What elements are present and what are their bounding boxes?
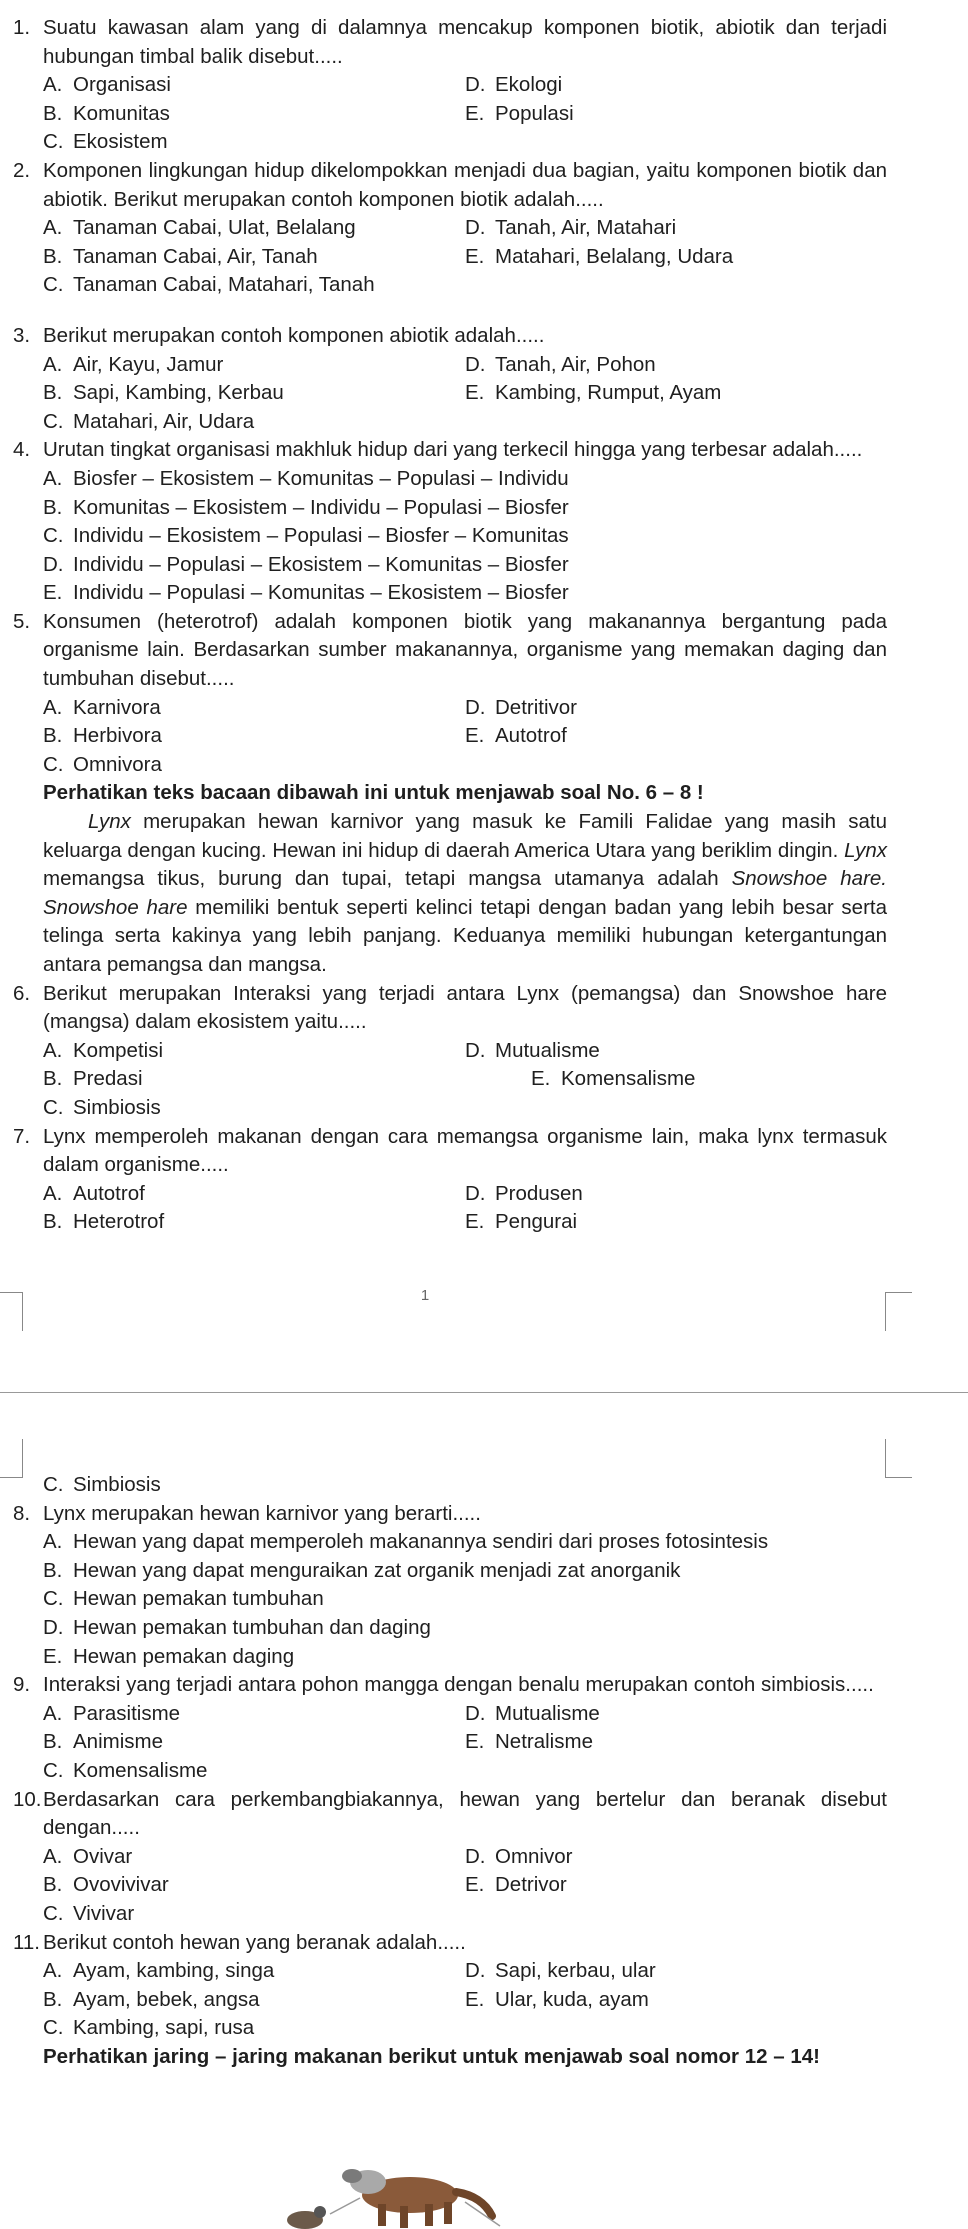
- question-number: 11.: [13, 1930, 40, 1954]
- question-7: [13, 1123, 887, 1180]
- food-web-figure: [260, 2140, 560, 2229]
- options-q3: [13, 351, 887, 437]
- reading-passage: Lynx merupakan hewan karnivor yang masuk ke Famili Falidae yang masih satu keluarga dengan kucing. Hewan ini hidup di daerah America Utara yang beriklim dingin. Lynx memangsa tikus, burung dan tupai, tetapi mangsa utamanya adalah Snowshoe hare. Snowshoe hare memiliki bentuk seperti kelinci tetapi dengan badan yang lebih besar serta telinga serta kakinya yang lebih panjang. Keduanya memiliki hubungan ketergantungan antara pemangsa dan mangsa.: [43, 810, 887, 976]
- question-number: 8.: [13, 1501, 31, 1525]
- option-e[interactable]: E. Netralisme: [465, 1730, 593, 1754]
- option-b[interactable]: B. Komunitas – Ekosistem – Individu – Populasi – Biosfer: [43, 495, 569, 519]
- option-e[interactable]: E. Detrivor: [465, 1873, 567, 1897]
- option-b[interactable]: B. Heterotrof: [43, 1210, 165, 1234]
- food-web-arrow: [330, 2198, 360, 2214]
- question-10: [13, 1786, 887, 1843]
- options-q10: [13, 1843, 887, 1929]
- option-b[interactable]: B. Hewan yang dapat menguraikan zat organik menjadi zat anorganik: [43, 1558, 681, 1582]
- page-1-content: [13, 14, 887, 1237]
- question-number: 5.: [13, 609, 31, 633]
- page-number: 1: [420, 1287, 430, 1304]
- option-d[interactable]: D. Omnivor: [465, 1844, 573, 1868]
- option-c[interactable]: C. Simbiosis: [43, 1095, 161, 1119]
- page-2: [0, 1390, 968, 2229]
- spacer: [13, 300, 887, 322]
- option-e[interactable]: E. Matahari, Belalang, Udara: [465, 244, 734, 268]
- crop-mark: [885, 1292, 912, 1331]
- option-c[interactable]: C. Matahari, Air, Udara: [43, 409, 255, 433]
- option-b[interactable]: B. Tanaman Cabai, Air, Tanah: [43, 244, 318, 268]
- question-number: 10.: [13, 1787, 42, 1811]
- option-c[interactable]: C. Hewan pemakan tumbuhan: [43, 1587, 324, 1611]
- option-a[interactable]: A. Karnivora: [43, 695, 161, 719]
- option-c[interactable]: C. Kambing, sapi, rusa: [43, 2016, 255, 2040]
- option-d[interactable]: D. Mutualisme: [465, 1701, 600, 1725]
- options-q6: [13, 1037, 887, 1123]
- question-1: [13, 14, 887, 71]
- option-a[interactable]: A. Organisasi: [43, 73, 171, 97]
- option-d[interactable]: D. Hewan pemakan tumbuhan dan daging: [43, 1615, 431, 1639]
- option-c[interactable]: C. Tanaman Cabai, Matahari, Tanah: [43, 273, 375, 297]
- option-c[interactable]: C. Komensalisme: [43, 1758, 208, 1782]
- option-a[interactable]: A. Biosfer – Ekosistem – Komunitas – Populasi – Individu: [43, 466, 569, 490]
- option-d[interactable]: D. Individu – Populasi – Ekosistem – Komunitas – Biosfer: [43, 552, 569, 576]
- question-number: 3.: [13, 323, 31, 347]
- options-q5: [13, 694, 887, 780]
- question-number: 6.: [13, 981, 31, 1005]
- question-text: Berikut contoh hewan yang beranak adalah.....: [43, 1930, 466, 1954]
- page-2-content: [13, 1471, 887, 2071]
- option-b[interactable]: B. Herbivora: [43, 724, 162, 748]
- option-c[interactable]: C. Vivivar: [43, 1901, 135, 1925]
- option-d[interactable]: D. Ekologi: [465, 73, 563, 97]
- question-4: [13, 436, 887, 465]
- option-d[interactable]: D. Produsen: [465, 1181, 583, 1205]
- question-number: 7.: [13, 1124, 31, 1148]
- option-e[interactable]: E. Komensalisme: [531, 1067, 696, 1091]
- option-a[interactable]: A. Air, Kayu, Jamur: [43, 352, 224, 376]
- options-q11: [13, 1957, 887, 2043]
- bird-icon: [287, 2206, 326, 2229]
- option-b[interactable]: B. Ayam, bebek, angsa: [43, 1987, 260, 2011]
- option-a[interactable]: A. Ovivar: [43, 1844, 133, 1868]
- option-a[interactable]: A. Ayam, kambing, singa: [43, 1959, 275, 1983]
- option-a[interactable]: A. Parasitisme: [43, 1701, 181, 1725]
- option-e[interactable]: E. Ular, kuda, ayam: [465, 1987, 649, 2011]
- question-text: Berikut merupakan Interaksi yang terjadi antara Lynx (pemangsa) dan Snowshoe hare (mangsa) dalam ekosistem yaitu.....: [43, 981, 887, 1034]
- option-e[interactable]: E. Autotrof: [465, 724, 567, 748]
- option-a[interactable]: A. Tanaman Cabai, Ulat, Belalang: [43, 216, 356, 240]
- options-q9: [13, 1700, 887, 1786]
- options-q1: [13, 71, 887, 157]
- question-number: 1.: [13, 16, 31, 39]
- question-number: 4.: [13, 438, 31, 462]
- question-2: [13, 157, 887, 214]
- option-d[interactable]: D. Detritivor: [465, 695, 578, 719]
- option-b[interactable]: B. Ovovivivar: [43, 1873, 169, 1897]
- question-text: Konsumen (heterotrof) adalah komponen biotik yang makanannya bergantung pada organisme lain. Berdasarkan sumber makanannya, organisme yang memakan daging dan tumbuhan disebut.....: [43, 609, 887, 691]
- question-8: [13, 1500, 887, 1529]
- question-text: Urutan tingkat organisasi makhluk hidup dari yang terkecil hingga yang terbesar adalah.....: [43, 438, 863, 462]
- question-text: Lynx merupakan hewan karnivor yang berarti.....: [43, 1501, 481, 1525]
- option-a[interactable]: A. Kompetisi: [43, 1038, 164, 1062]
- option-e[interactable]: E. Pengurai: [465, 1210, 578, 1234]
- option-e[interactable]: E. Individu – Populasi – Komunitas – Ekosistem – Biosfer: [43, 581, 569, 605]
- option-c[interactable]: C. Omnivora: [43, 752, 162, 776]
- question-text: Suatu kawasan alam yang di dalamnya mencakup komponen biotik, abiotik dan terjadi hubungan timbal balik disebut.....: [43, 16, 887, 68]
- option-e[interactable]: E. Hewan pemakan daging: [43, 1644, 295, 1668]
- option-d[interactable]: D. Mutualisme: [465, 1038, 600, 1062]
- question-number: 9.: [13, 1673, 31, 1697]
- reading-instruction: Perhatikan teks bacaan dibawah ini untuk menjawab soal No. 6 – 8 !: [43, 781, 704, 805]
- option-c-carryover[interactable]: C. Simbiosis: [43, 1473, 161, 1496]
- option-c[interactable]: C. Ekosistem: [43, 130, 168, 154]
- option-d[interactable]: D. Tanah, Air, Matahari: [465, 216, 677, 240]
- option-b[interactable]: B. Komunitas: [43, 101, 170, 125]
- question-text: Berikut merupakan contoh komponen abiotik adalah.....: [43, 323, 545, 347]
- question-number: 2.: [13, 158, 31, 182]
- question-11: [13, 1929, 887, 1958]
- option-e[interactable]: E. Kambing, Rumput, Ayam: [465, 381, 722, 405]
- crop-mark: [0, 1292, 23, 1331]
- option-e[interactable]: E. Populasi: [465, 101, 574, 125]
- question-6: [13, 980, 887, 1037]
- question-text: Lynx memperoleh makanan dengan cara memangsa organisme lain, maka lynx termasuk dalam organisme.....: [43, 1124, 887, 1177]
- option-b[interactable]: B. Predasi: [43, 1067, 143, 1091]
- option-c[interactable]: C. Individu – Ekosistem – Populasi – Biosfer – Komunitas: [43, 524, 569, 548]
- question-3: [13, 322, 887, 351]
- question-9: [13, 1671, 887, 1700]
- option-d[interactable]: D. Tanah, Air, Pohon: [465, 352, 656, 376]
- option-b[interactable]: B. Animisme: [43, 1730, 163, 1754]
- option-d[interactable]: D. Sapi, kerbau, ular: [465, 1959, 656, 1983]
- question-text: Berdasarkan cara perkembangbiakannya, hewan yang bertelur dan beranak disebut dengan.....: [43, 1787, 887, 1840]
- question-5: [13, 608, 887, 694]
- option-a[interactable]: A. Autotrof: [43, 1181, 145, 1205]
- weasel-icon: [342, 2169, 492, 2228]
- food-web-instruction: Perhatikan jaring – jaring makanan berikut untuk menjawab soal nomor 12 – 14!: [43, 2044, 820, 2068]
- option-b[interactable]: B. Sapi, Kambing, Kerbau: [43, 381, 284, 405]
- options-q7: [13, 1180, 887, 1237]
- options-q2: [13, 214, 887, 300]
- question-text: Interaksi yang terjadi antara pohon mangga dengan benalu merupakan contoh simbiosis.....: [43, 1673, 874, 1697]
- question-text: Komponen lingkungan hidup dikelompokkan menjadi dua bagian, yaitu komponen biotik dan abiotik. Berikut merupakan contoh komponen biotik adalah.....: [43, 158, 887, 211]
- option-a[interactable]: A. Hewan yang dapat memperoleh makanannya sendiri dari proses fotosintesis: [43, 1530, 769, 1554]
